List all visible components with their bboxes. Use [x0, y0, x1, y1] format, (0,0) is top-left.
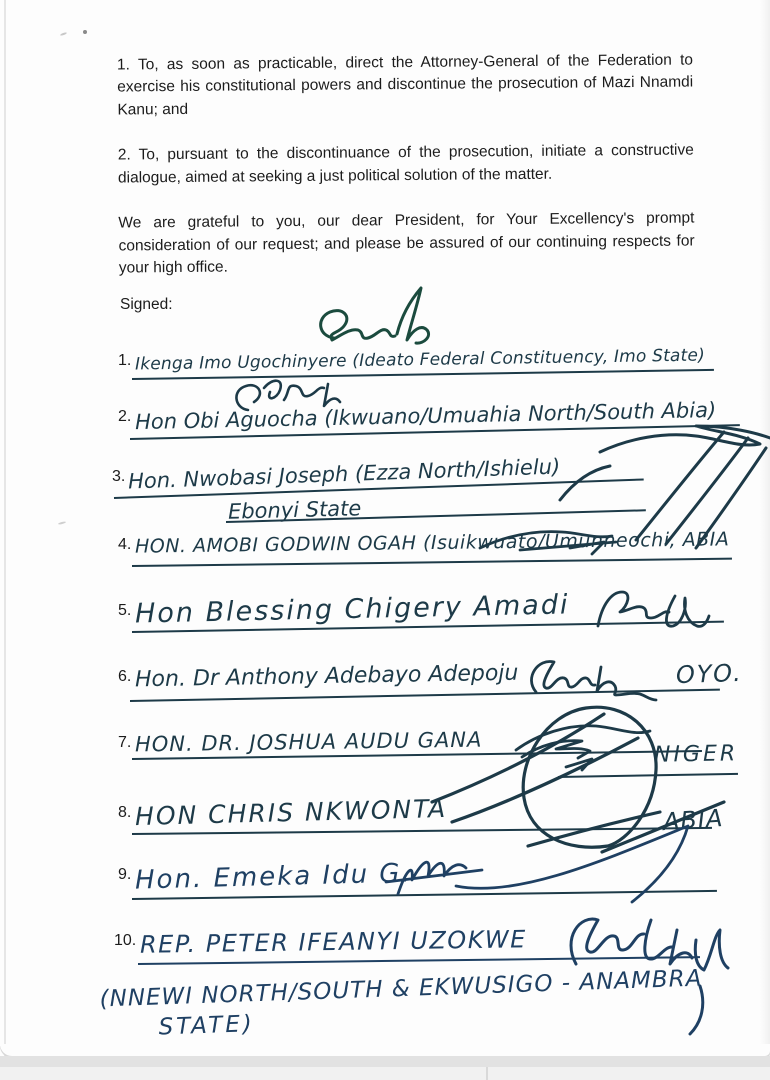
- signature-flourish: [516, 726, 650, 770]
- signatory-number: 7.: [118, 734, 132, 751]
- signatory-name-handwritten: Hon Obi Aguocha (Ikwuano/Umuahia North/South Abia): [134, 397, 717, 435]
- page-bottom-edge: [0, 1044, 770, 1056]
- signature-flourish: [531, 661, 656, 700]
- signatory-number: 1.: [118, 352, 132, 369]
- signatory-number: 4.: [118, 536, 132, 553]
- signatory-number: 3.: [112, 468, 126, 485]
- signatory-name-handwritten: Hon. Nwobasi Joseph (Ezza North/Ishielu): [127, 454, 561, 494]
- signatory-state: ABIA: [662, 803, 725, 837]
- signatory-name-handwritten: HON. AMOBI GODWIN OGAH (Isuikwuato/Umunneochi, ABIA: [134, 528, 730, 558]
- signature-line: [558, 773, 738, 778]
- signatory-state: OYO.: [675, 658, 744, 690]
- signature-line: [132, 558, 732, 567]
- letter-paragraph: We are grateful to you, our dear President, for Your Excellency's prompt consideration of our request; and please be assured of our continuing respects for your high office.: [118, 209, 695, 277]
- constituency-note-line: STATE): [158, 1011, 256, 1041]
- scan-band: [0, 1067, 770, 1080]
- signatory-name-handwritten: HON CHRIS NKWONTA: [134, 793, 448, 832]
- scan-speck: [58, 521, 66, 525]
- signatory-constituency-note: [99, 965, 704, 1042]
- constituency-note-line: (NNEWI NORTH/SOUTH & EKWUSIGO - ANAMBRA: [99, 965, 703, 1013]
- letter-body: [117, 49, 695, 303]
- signatory-name-handwritten: Hon Blessing Chigery Amadi: [134, 589, 570, 630]
- page-edge-shadow: [760, 0, 770, 1056]
- signatory-number: 5.: [118, 602, 132, 619]
- signed-label: Signed:: [120, 296, 173, 313]
- signatory-number: 9.: [118, 866, 132, 883]
- signatory-state: NIGER: [653, 741, 739, 768]
- signatory-number: 2.: [118, 408, 132, 425]
- letter-paragraph: 2. To, pursuant to the discontinuance of the prosecution, initiate a constructive dialogue, aimed at seeking a just political solution of the matter.: [117, 141, 694, 187]
- signatory-name-handwritten: Hon. Emeka Idu G.: [134, 858, 413, 896]
- signatory-number: 8.: [118, 804, 132, 821]
- signatory-number: 6.: [118, 668, 132, 685]
- scan-artifact-line: [486, 1067, 488, 1080]
- signatory-name-handwritten: Ikenga Imo Ugochinyere (Ideato Federal Constituency, Imo State): [134, 345, 706, 375]
- scan-band: [0, 1056, 770, 1067]
- signatory-name-handwritten: HON. DR. JOSHUA AUDU GANA: [134, 727, 483, 757]
- signatory-name-handwritten: REP. PETER IFEANYI UZOKWE: [139, 925, 528, 959]
- letter-paragraph: 1. To, as soon as practicable, direct the Attorney-General of the Federation to exercise his constitutional powers and discontinue the prosecution of Mazi Nnamdi Kanu; and: [116, 51, 694, 119]
- signatory-name-handwritten: Hon. Dr Anthony Adebayo Adepoju: [134, 660, 519, 693]
- signatory-number: 10.: [114, 932, 137, 949]
- page-edge-shadow: [4, 0, 6, 1056]
- signatory-state-note: Ebonyi State: [227, 496, 362, 524]
